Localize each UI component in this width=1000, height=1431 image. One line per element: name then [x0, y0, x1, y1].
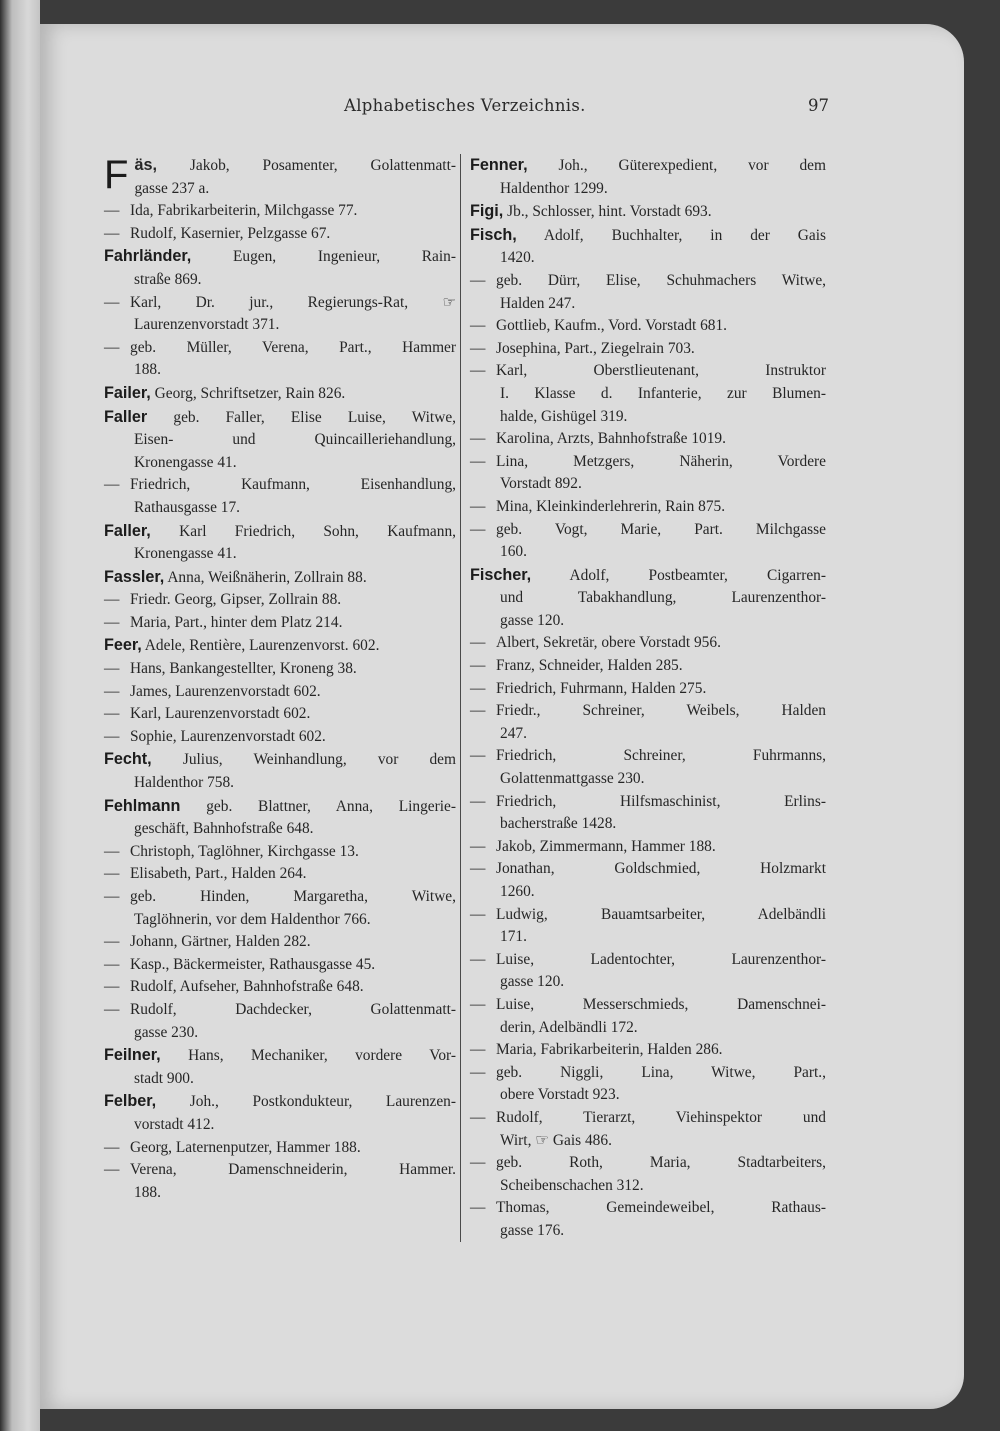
directory-entry	[104, 1044, 456, 1090]
directory-entry	[104, 520, 456, 566]
entry-continuation: geschäft, Bahnhofstraße 648.	[134, 820, 314, 838]
entry-text: geb. Hinden, Margaretha, Witwe,	[130, 888, 456, 905]
entry-line	[104, 795, 456, 819]
directory-entry	[104, 795, 456, 841]
entry-text: Eugen, Ingenieur, Rain-	[232, 248, 456, 266]
pointing-hand-icon: ☞	[442, 294, 456, 311]
entry-line	[104, 382, 456, 406]
ditto-dash	[104, 474, 130, 497]
ditto-dash	[104, 703, 130, 726]
directory-entry	[470, 270, 826, 315]
entry-text: James, Laurenzenvorstadt 602.	[130, 682, 321, 700]
entry-continuation: Golattenmattgasse 230.	[500, 770, 645, 788]
entry-line	[470, 632, 826, 655]
directory-entry	[470, 224, 826, 270]
entry-continuation: vorstadt 412.	[134, 1115, 215, 1133]
entry-continuation: Scheibenschachen 312.	[500, 1176, 644, 1194]
ditto-dash	[104, 841, 130, 864]
entry-text: Josephina, Part., Ziegelrain 703.	[496, 339, 695, 357]
entry-line	[104, 474, 456, 497]
entry-text: Lina, Metzgers, Näherin, Vordere	[496, 452, 826, 470]
entry-line	[104, 612, 456, 635]
directory-entry	[470, 858, 826, 903]
directory-entry	[104, 337, 456, 382]
entry-text: Georg, Schriftsetzer, Rain 826.	[154, 384, 346, 402]
entry-continuation: Vorstadt 892.	[500, 475, 582, 493]
directory-entry	[104, 1137, 456, 1160]
entry-line	[470, 949, 826, 972]
entry-text: Georg, Laternenputzer, Hammer 188.	[130, 1138, 361, 1156]
entry-continuation: 247.	[500, 724, 527, 742]
entry-continuation: gasse 176.	[500, 1221, 565, 1239]
directory-entry	[104, 634, 456, 658]
entry-text: Maria, Fabrikarbeiterin, Halden 286.	[496, 1041, 723, 1059]
entry-text: Sophie, Laurenzenvorstadt 602.	[130, 727, 326, 745]
entry-text: Luise, Messerschmieds, Damenschnei-	[496, 995, 826, 1013]
entry-text: Elisabeth, Part., Halden 264.	[130, 865, 307, 883]
entry-text: Jakob, Zimmermann, Hammer 188.	[496, 837, 716, 855]
entry-continuation: I. Klasse d. Infanterie, zur Blumen-	[500, 384, 826, 402]
surname: Faller	[104, 407, 148, 426]
directory-entry	[104, 954, 456, 977]
entry-text: Albert, Sekretär, obere Vorstadt 956.	[496, 634, 721, 652]
entry-continuation: Taglöhnerin, vor dem Haldenthor 766.	[134, 910, 371, 928]
ditto-dash	[104, 223, 130, 246]
entry-text: Maria, Part., hinter dem Platz 214.	[130, 613, 343, 631]
ditto-dash	[470, 1152, 496, 1175]
entry-line	[104, 703, 456, 726]
surname: Fischer,	[470, 565, 532, 584]
ditto-dash	[470, 700, 496, 723]
directory-entry	[470, 745, 826, 790]
directory-entry	[470, 1107, 826, 1152]
entry-text: geb. Roth, Maria, Stadtarbeiters,	[496, 1154, 826, 1172]
directory-entry	[470, 1197, 826, 1242]
ditto-dash	[470, 496, 496, 519]
entry-text: Mina, Kleinkinderlehrerin, Rain 875.	[496, 497, 726, 515]
ditto-dash	[470, 745, 496, 768]
running-title: Alphabetisches Verzeichnis.	[344, 96, 586, 115]
entry-text: Friedrich, Hilfsmaschinist, Erlins-	[496, 792, 826, 810]
ditto-dash	[470, 1197, 496, 1220]
ditto-dash	[104, 200, 130, 223]
directory-entry	[104, 681, 456, 704]
entry-line	[104, 223, 456, 246]
directory-entry	[470, 836, 826, 859]
directory-entry	[104, 1159, 456, 1204]
ditto-dash	[104, 1137, 130, 1160]
entry-line	[470, 836, 826, 859]
directory-entry	[470, 700, 826, 745]
surname: Fassler,	[104, 567, 165, 586]
entry-line	[104, 1044, 456, 1068]
running-head	[0, 96, 1000, 122]
entry-line	[470, 1107, 826, 1130]
entry-continuation: 171.	[500, 928, 527, 946]
surname: Fehlmann	[104, 796, 181, 815]
entry-line	[104, 748, 456, 772]
directory-entry	[470, 360, 826, 428]
entry-continuation: 160.	[500, 543, 527, 561]
directory-entry	[470, 338, 826, 361]
surname: äs,	[134, 156, 157, 174]
directory-entry	[470, 655, 826, 678]
directory-entry	[104, 382, 456, 406]
ditto-dash	[470, 270, 496, 293]
entry-line	[470, 154, 826, 178]
entry-text: Jakob, Posamenter, Golattenmatt-	[189, 157, 456, 174]
entry-line	[104, 658, 456, 681]
directory-entry	[104, 566, 456, 590]
surname: Feer,	[104, 636, 142, 655]
entry-text: Rudolf, Dachdecker, Golattenmatt-	[130, 1000, 456, 1018]
entry-text: geb. Müller, Verena, Part., Hammer	[130, 338, 456, 356]
ditto-dash	[104, 726, 130, 749]
ditto-dash	[470, 836, 496, 859]
directory-entry	[470, 1062, 826, 1107]
entry-line	[470, 994, 826, 1017]
entry-line	[470, 270, 826, 293]
directory-entry	[470, 1039, 826, 1062]
entry-line	[104, 520, 456, 544]
ditto-dash	[470, 678, 496, 701]
entry-text: Joh., Güterexpedient, vor dem	[558, 157, 826, 174]
directory-entry	[104, 612, 456, 635]
ditto-dash	[104, 612, 130, 635]
entry-continuation: 1260.	[500, 883, 535, 900]
entry-continuation: Kronengasse 41.	[134, 545, 237, 563]
entry-continuation: gasse 120.	[500, 973, 565, 991]
entry-line	[470, 315, 826, 338]
ditto-dash	[104, 863, 130, 886]
ditto-dash	[470, 451, 496, 474]
directory-entry	[104, 886, 456, 931]
entry-line	[470, 496, 826, 519]
entry-line	[104, 406, 456, 430]
entry-line	[470, 1039, 826, 1062]
ditto-dash	[104, 1159, 130, 1182]
entry-text: Karl, Dr. jur., Regierungs-Rat,	[130, 293, 409, 311]
entry-line	[104, 954, 456, 977]
entry-continuation: obere Vorstadt 923.	[500, 1086, 620, 1104]
ditto-dash	[470, 949, 496, 972]
entry-line	[470, 224, 826, 248]
entry-line	[104, 634, 456, 658]
entry-text: Rudolf, Kasernier, Pelzgasse 67.	[130, 224, 331, 242]
directory-entry	[104, 406, 456, 475]
entry-text: geb. Faller, Elise Luise, Witwe,	[173, 408, 456, 426]
ditto-dash	[470, 904, 496, 927]
entry-line	[104, 841, 456, 864]
directory-entry	[470, 949, 826, 994]
entry-continuation: 1420.	[500, 249, 535, 267]
entry-text: Friedrich, Schreiner, Fuhrmanns,	[496, 747, 826, 765]
entry-text: Karl, Laurenzenvorstadt 602.	[130, 705, 311, 723]
entry-line	[470, 1152, 826, 1175]
entry-text: Verena, Damenschneiderin, Hammer.	[130, 1161, 456, 1179]
entry-continuation: bacherstraße 1428.	[500, 815, 617, 833]
entry-continuation: Laurenzenvorstadt 371.	[134, 316, 280, 334]
directory-entry	[470, 315, 826, 338]
ditto-dash	[104, 976, 130, 999]
directory-entry	[104, 589, 456, 612]
entry-text: Kasp., Bäckermeister, Rathausgasse 45.	[130, 955, 376, 973]
directory-entry	[104, 1090, 456, 1136]
directory-entry	[470, 519, 826, 564]
ditto-dash	[470, 1039, 496, 1062]
entry-text: geb. Niggli, Lina, Witwe, Part.,	[496, 1063, 826, 1081]
entry-line	[104, 1090, 456, 1114]
entry-line	[470, 1197, 826, 1220]
directory-entry	[104, 703, 456, 726]
surname: Fecht,	[104, 750, 152, 769]
surname: Figi,	[470, 202, 504, 221]
directory-entry	[104, 200, 456, 223]
entry-text: Friedrich, Kaufmann, Eisenhandlung,	[130, 476, 456, 494]
ditto-dash	[104, 337, 130, 360]
entry-continuation: gasse 237 a.	[134, 179, 210, 197]
entry-continuation: Eisen- und Quincailleriehandlung,	[134, 431, 456, 449]
ditto-dash	[470, 994, 496, 1017]
ditto-dash	[470, 360, 496, 383]
entry-line	[104, 863, 456, 886]
directory-entry	[104, 841, 456, 864]
entry-text: Luise, Ladentochter, Laurenzenthor-	[496, 950, 826, 968]
entry-line	[470, 858, 826, 881]
entry-text: Ida, Fabrikarbeiterin, Milchgasse 77.	[130, 202, 358, 220]
ditto-dash	[470, 1107, 496, 1130]
entry-line	[104, 681, 456, 704]
entry-continuation: halde, Gishügel 319.	[500, 407, 628, 425]
entry-text: Gottlieb, Kaufm., Vord. Vorstadt 681.	[496, 317, 727, 335]
directory-entry	[104, 245, 456, 291]
surname: Failer,	[104, 383, 151, 402]
ditto-dash	[470, 428, 496, 451]
entry-line	[104, 976, 456, 999]
ditto-dash	[470, 632, 496, 655]
entry-continuation: gasse 230.	[134, 1023, 199, 1041]
entry-text: Friedrich, Fuhrmann, Halden 275.	[496, 679, 707, 697]
entry-line	[470, 519, 826, 542]
directory-entry	[104, 726, 456, 749]
ditto-dash	[104, 589, 130, 612]
entry-continuation: Haldenthor 758.	[134, 774, 235, 792]
entry-text: geb. Vogt, Marie, Part. Milchgasse	[496, 520, 826, 538]
entry-line	[470, 745, 826, 768]
ditto-dash	[470, 1062, 496, 1085]
left-column	[104, 154, 456, 1204]
entry-text: Hans, Bankangestellter, Kroneng 38.	[130, 660, 357, 678]
entry-text: Christoph, Taglöhner, Kirchgasse 13.	[130, 842, 359, 860]
entry-continuation: 188.	[134, 361, 161, 379]
directory-entry	[104, 154, 456, 200]
ditto-dash	[104, 886, 130, 909]
entry-text: Hans, Mechaniker, vordere Vor-	[188, 1047, 456, 1065]
entry-continuation: Rathausgasse 17.	[134, 498, 241, 516]
ditto-dash	[104, 931, 130, 954]
entry-line	[470, 904, 826, 927]
entry-text: Jb., Schlosser, hint. Vorstadt 693.	[507, 203, 712, 221]
entry-continuation: Haldenthor 1299.	[500, 179, 608, 197]
ditto-dash	[470, 338, 496, 361]
entry-text: geb. Blattner, Anna, Lingerie-	[206, 797, 456, 815]
ditto-dash	[470, 655, 496, 678]
directory-entry	[470, 154, 826, 200]
entry-text: Karolina, Arzts, Bahnhofstraße 1019.	[496, 430, 726, 448]
directory-entry	[470, 632, 826, 655]
entry-text: Julius, Weinhandlung, vor dem	[182, 751, 456, 769]
surname: Fisch,	[470, 225, 517, 244]
entry-line	[104, 1159, 456, 1182]
ditto-dash	[470, 791, 496, 814]
directory-entry	[470, 994, 826, 1039]
entry-line	[104, 931, 456, 954]
directory-entry	[104, 976, 456, 999]
directory-entry	[104, 474, 456, 519]
entry-line	[470, 338, 826, 361]
directory-entry	[104, 223, 456, 246]
ditto-dash	[104, 681, 130, 704]
directory-entry	[470, 496, 826, 519]
entry-line	[104, 726, 456, 749]
directory-entry	[104, 863, 456, 886]
entry-line	[470, 360, 826, 383]
entry-line	[104, 886, 456, 909]
directory-entry	[104, 658, 456, 681]
column-rule	[460, 154, 461, 1242]
entry-continuation: gasse 120.	[500, 611, 565, 629]
entry-text: Anna, Weißnäherin, Zollrain 88.	[167, 568, 367, 586]
directory-entry	[470, 428, 826, 451]
entry-text: Johann, Gärtner, Halden 282.	[130, 933, 311, 951]
entry-line	[470, 564, 826, 588]
entry-continuation: straße 869.	[134, 270, 202, 288]
entry-text: Karl, Oberstlieutenant, Instruktor	[496, 362, 826, 380]
entry-text: Thomas, Gemeindeweibel, Rathaus-	[496, 1199, 826, 1217]
entry-text: Ludwig, Bauamtsarbeiter, Adelbändli	[496, 905, 826, 923]
surname: Felber,	[104, 1092, 157, 1111]
entry-continuation: Kronengasse 41.	[134, 453, 237, 471]
entry-line	[470, 1062, 826, 1085]
ditto-dash	[470, 315, 496, 338]
entry-text: Rudolf, Tierarzt, Viehinspektor und	[496, 1108, 826, 1126]
entry-line	[104, 200, 456, 223]
entry-continuation: stadt 900.	[134, 1069, 194, 1087]
surname: Fenner,	[470, 156, 528, 174]
entry-continuation: derin, Adelbändli 172.	[500, 1018, 638, 1036]
entry-line	[104, 999, 456, 1022]
drop-initial: F	[104, 153, 129, 197]
right-column	[470, 154, 826, 1243]
ditto-dash	[104, 999, 130, 1022]
directory-entry	[104, 748, 456, 794]
ditto-dash	[470, 519, 496, 542]
entry-line	[470, 700, 826, 723]
ditto-dash	[470, 858, 496, 881]
surname: Faller,	[104, 521, 151, 540]
directory-entry	[470, 1152, 826, 1197]
entry-text: Friedr., Schreiner, Weibels, Halden	[496, 702, 826, 720]
entry-text: Adolf, Postbeamter, Cigarren-	[569, 566, 826, 584]
entry-line	[104, 589, 456, 612]
entry-line	[470, 791, 826, 814]
directory-entry	[470, 678, 826, 701]
ditto-dash	[104, 954, 130, 977]
ditto-dash	[104, 658, 130, 681]
entry-line	[470, 200, 826, 224]
entry-continuation: Wirt, ☞ Gais 486.	[500, 1131, 612, 1149]
entry-text: Rudolf, Aufseher, Bahnhofstraße 648.	[130, 978, 364, 996]
entry-text: Joh., Postkondukteur, Laurenzen-	[189, 1093, 456, 1111]
directory-entry	[470, 791, 826, 836]
entry-line	[470, 451, 826, 474]
entry-line	[104, 1137, 456, 1160]
book-gutter	[0, 0, 40, 1431]
directory-entry	[104, 931, 456, 954]
directory-entry	[470, 200, 826, 224]
entry-continuation: Halden 247.	[500, 294, 576, 312]
entry-continuation: 188.	[134, 1183, 161, 1201]
entry-line	[104, 337, 456, 360]
entry-text: Jonathan, Goldschmied, Holzmarkt	[496, 860, 826, 878]
entry-line	[104, 245, 456, 269]
entry-text: Karl Friedrich, Sohn, Kaufmann,	[179, 522, 456, 540]
entry-line	[470, 655, 826, 678]
ditto-dash	[104, 292, 130, 315]
directory-entry	[470, 564, 826, 633]
entry-text: Franz, Schneider, Halden 285.	[496, 657, 683, 675]
entry-line	[470, 428, 826, 451]
directory-entry	[470, 451, 826, 496]
entry-text: Adolf, Buchhalter, in der Gais	[543, 226, 827, 244]
surname: Feilner,	[104, 1046, 161, 1065]
entry-text: geb. Dürr, Elise, Schuhmachers Witwe,	[496, 271, 826, 289]
directory-entry	[104, 292, 456, 337]
page-number: 97	[808, 96, 829, 115]
directory-entry	[470, 904, 826, 949]
entry-continuation: und Tabakhandlung, Laurenzenthor-	[500, 589, 826, 607]
entry-line	[470, 678, 826, 701]
surname: Fahrländer,	[104, 247, 192, 266]
entry-text: Adele, Rentière, Laurenzenvorst. 602.	[144, 637, 380, 655]
entry-text: Friedr. Georg, Gipser, Zollrain 88.	[130, 591, 342, 609]
directory-entry	[104, 999, 456, 1044]
entry-line	[104, 292, 456, 315]
entry-line	[104, 566, 456, 590]
